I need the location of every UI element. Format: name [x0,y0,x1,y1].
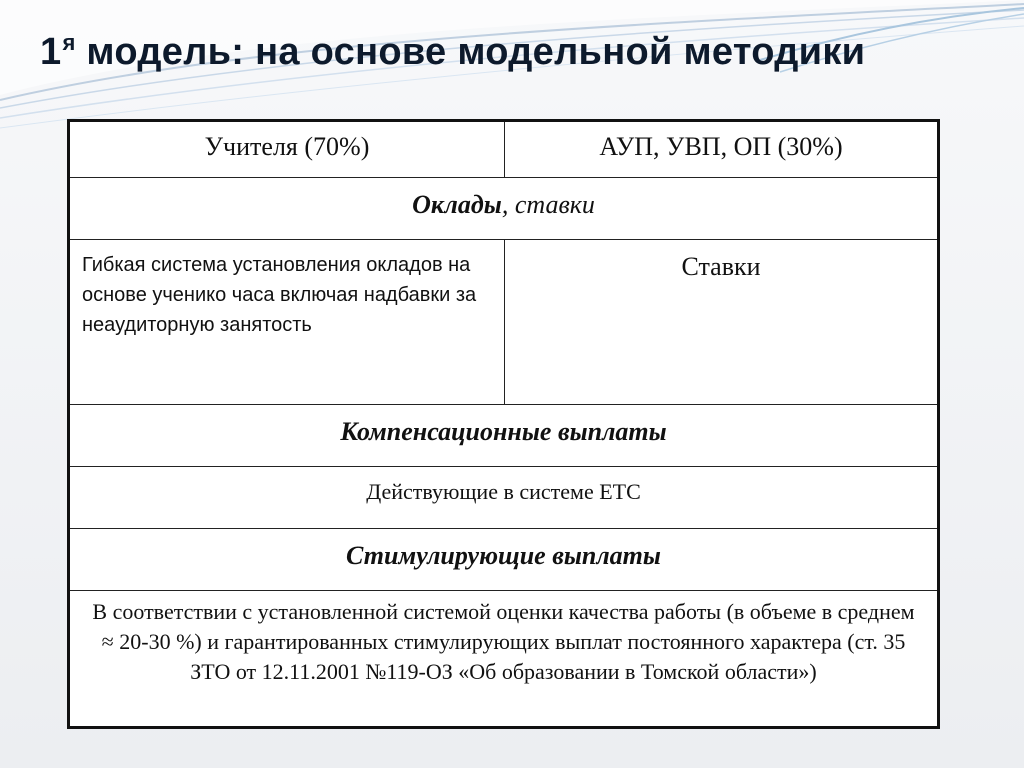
incentive-heading-row [69,529,939,591]
staff-salary-text: Ставки [505,240,939,405]
salaries-heading: Оклады, ставки [69,178,939,240]
model-table [67,119,940,729]
page-title: $1^я$ модель: на основе модельной методики [40,30,866,73]
teachers-salary-text: Гибкая система установления окладов на основе ученико часа включая надбавки за неаудиторную занятость [69,240,505,405]
compensation-row [69,467,939,529]
header-staff: АУП, УВП, ОП (30%) [505,121,939,178]
header-teachers: Учителя (70%) [69,121,505,178]
header-row [69,121,939,178]
compensation-heading: Компенсационные выплаты [69,405,939,467]
incentive-row [69,591,939,728]
title-superscript: я [62,30,76,55]
compensation-heading-row [69,405,939,467]
salaries-heading-row [69,178,939,240]
salaries-row [69,240,939,405]
incentive-heading: Стимулирующие выплаты [69,529,939,591]
incentive-text: В соответствии с установленной системой оценки качества работы (в объеме в среднем ≈ 20-30 %) и гарантированных стимулирующих выплат постоянного характера (ст. 35 ЗТО от 12.11.2001 №119-ОЗ «Об образовании в Томской области») [69,591,939,728]
compensation-text: Действующие в системе ЕТС [69,467,939,529]
